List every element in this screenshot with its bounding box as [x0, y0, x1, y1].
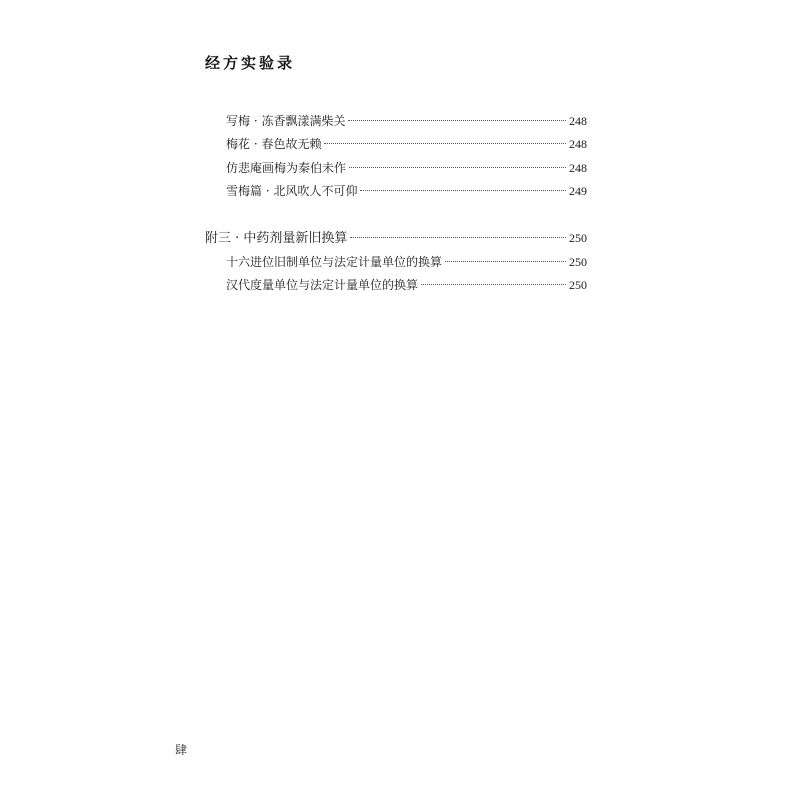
toc-appendix-entry[interactable] — [205, 230, 587, 247]
toc-entry-page: 248 — [569, 114, 587, 128]
toc-entry-title: 梅花 · 春色故无赖 — [226, 137, 322, 151]
toc-entry[interactable] — [226, 254, 587, 270]
toc-entry-page: 248 — [569, 137, 587, 151]
toc-entry[interactable] — [226, 113, 587, 129]
toc-entry-title: 雪梅篇 · 北风吹人不可仰 — [226, 184, 358, 198]
toc-entry[interactable] — [226, 277, 587, 293]
toc-entry-page: 249 — [569, 184, 587, 198]
page-folio: 肆 — [175, 743, 188, 757]
toc-entry-page: 250 — [569, 231, 587, 245]
dot-leader — [349, 167, 566, 168]
toc-entry[interactable] — [226, 160, 587, 176]
toc-entry-title: 仿悲庵画梅为秦伯未作 — [226, 161, 347, 175]
dot-leader — [350, 237, 566, 238]
dot-leader — [324, 143, 566, 144]
toc-entry-page: 248 — [569, 161, 587, 175]
toc-entry-page: 250 — [569, 278, 587, 292]
toc-entry-title: 汉代度量单位与法定计量单位的换算 — [226, 278, 419, 292]
dot-leader — [421, 284, 566, 285]
toc-entry-title: 写梅 · 冻香飘漾满柴关 — [226, 114, 346, 128]
dot-leader — [348, 120, 566, 121]
toc-entry-page: 250 — [569, 255, 587, 269]
toc-entry[interactable] — [226, 183, 587, 199]
toc-entry[interactable] — [226, 136, 587, 152]
running-head: 经方实验录 — [205, 54, 296, 72]
dot-leader — [445, 261, 566, 262]
dot-leader — [360, 190, 566, 191]
toc-entry-title: 附三 · 中药剂量新旧换算 — [205, 231, 348, 246]
toc-entry-title: 十六进位旧制单位与法定计量单位的换算 — [226, 255, 443, 269]
